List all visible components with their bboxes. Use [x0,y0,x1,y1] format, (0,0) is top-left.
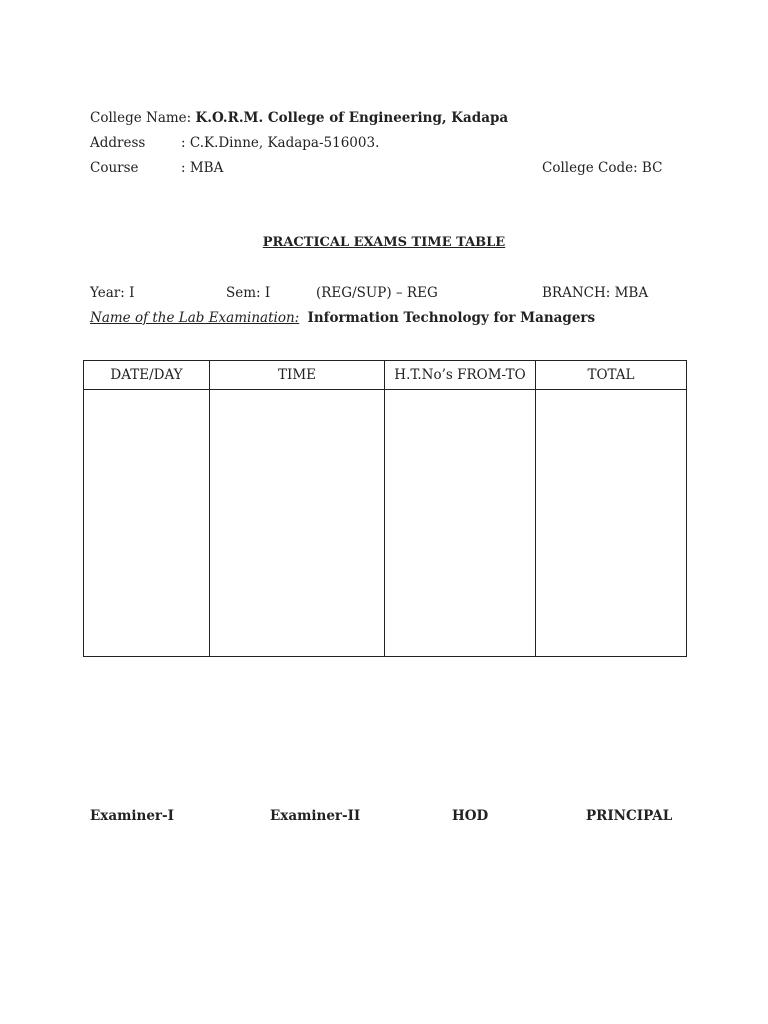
signature-examiner-1: Examiner-I [90,808,174,824]
table-header-row [84,361,687,390]
address-label: Address [90,135,146,151]
column-header-total: TOTAL [536,361,687,390]
college-name-value: K.O.R.M. College of Engineering, Kadapa [195,110,509,126]
course-value: : MBA [181,160,224,176]
reg-sup-field: (REG/SUP) – REG [316,285,438,301]
signature-examiner-2: Examiner-II [270,808,361,824]
signature-hod: HOD [452,808,489,824]
column-header-time: TIME [210,361,385,390]
time-table [83,360,687,657]
sem-field: Sem: I [226,285,271,301]
college-name-label: College Name: [90,110,192,126]
branch-field: BRANCH: MBA [542,285,649,301]
lab-exam-label: Name of the Lab Examination: [90,310,300,326]
table-row [84,390,687,657]
lab-exam-line [90,310,595,326]
cell-ht-nos [385,390,536,657]
address-value: : C.K.Dinne, Kadapa-516003. [181,135,380,151]
page-title: PRACTICAL EXAMS TIME TABLE [262,235,506,250]
course-label: Course [90,160,139,176]
column-header-ht-nos: H.T.No’s FROM-TO [385,361,536,390]
college-name-line [90,110,508,126]
year-field: Year: I [90,285,135,301]
column-header-date-day: DATE/DAY [84,361,210,390]
cell-time [210,390,385,657]
cell-date-day [84,390,210,657]
lab-exam-value: Information Technology for Managers [307,310,596,326]
college-code: College Code: BC [542,160,663,176]
cell-total [536,390,687,657]
signature-principal: PRINCIPAL [586,808,673,824]
